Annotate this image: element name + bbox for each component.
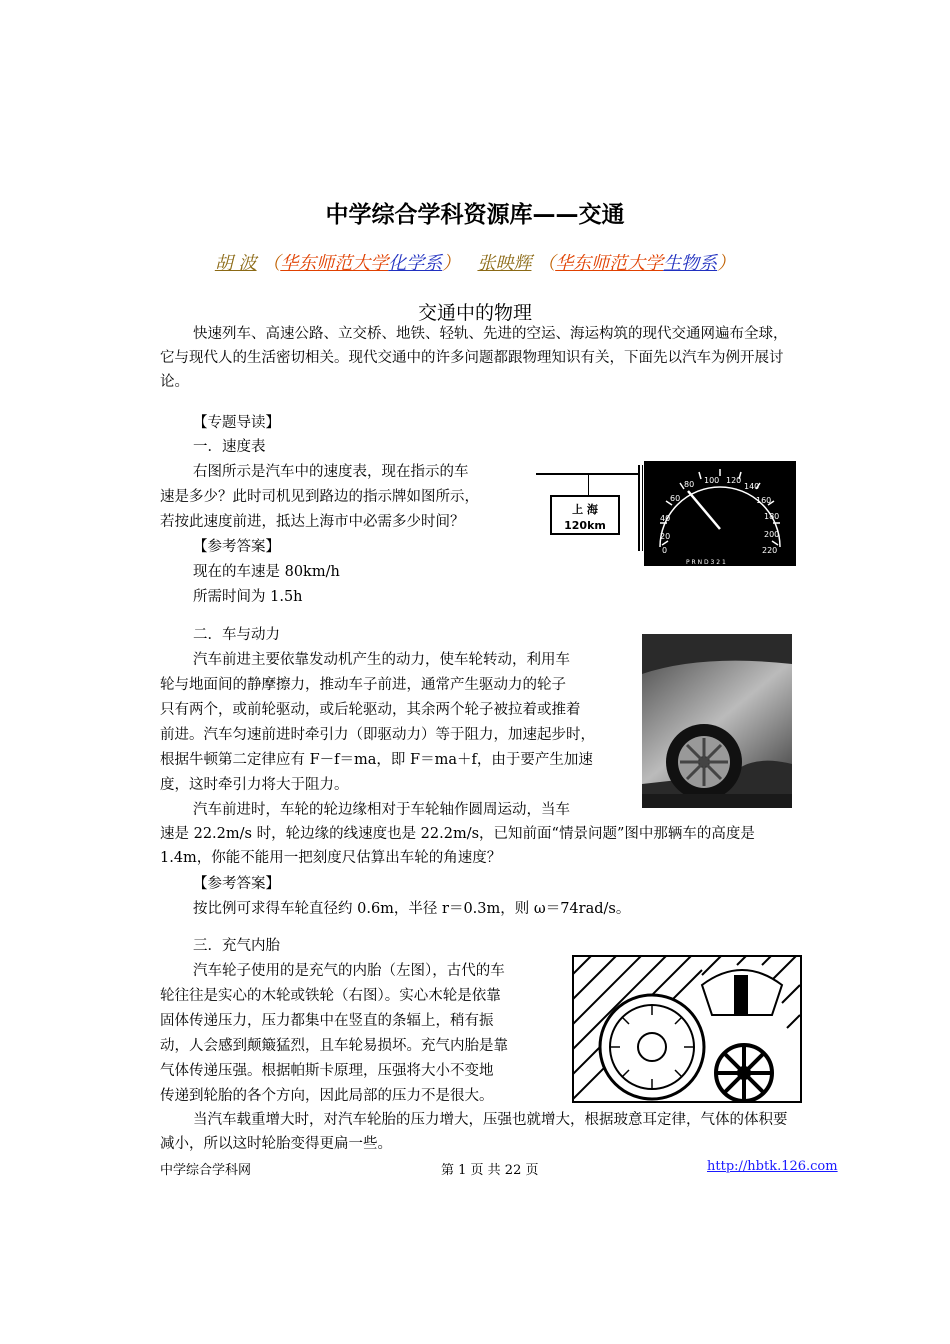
section1-text-line: 若按此速度前进，抵达上海市中必需多少时间？ bbox=[160, 514, 465, 530]
sign-distance-text: 120km bbox=[564, 519, 606, 532]
car-wheel-image bbox=[642, 634, 792, 808]
gear-indicator: P R N D 3 2 1 bbox=[686, 559, 726, 566]
speedo-tick-label: 200 bbox=[764, 530, 780, 539]
section2-answer-heading: 【参考答案】 bbox=[193, 876, 280, 892]
section2-text-line: 度，这时牵引力将大于阻力。 bbox=[160, 777, 349, 793]
guide-heading: 【专题导读】 bbox=[193, 415, 280, 431]
footer-site-name: 中学综合学科网 bbox=[160, 1163, 252, 1178]
speedo-tick-label: 120 bbox=[726, 476, 742, 485]
footer-page-number: 第 1 页 共 22 页 bbox=[441, 1163, 539, 1178]
speedo-tick-label: 60 bbox=[670, 494, 681, 503]
section3-text-line: 汽车轮子使用的是充气的内胎（左图），古代的车 bbox=[193, 963, 505, 979]
section2-text-line: 汽车前进时，车轮的轮边缘相对于车轮轴作圆周运动，当车 bbox=[193, 802, 570, 818]
dept-link-chemistry[interactable]: 化学系 bbox=[388, 253, 443, 274]
speedo-tick-label: 40 bbox=[660, 514, 671, 523]
section3-text-line: 固体传递压力，压力都集中在竖直的条辐上，稍有振 bbox=[160, 1013, 494, 1029]
speedometer-figure bbox=[644, 461, 796, 566]
car-wheel-photo bbox=[642, 634, 792, 808]
section1-answer-1: 现在的车速是 80km/h bbox=[193, 564, 340, 580]
tire-drawing bbox=[572, 955, 802, 1103]
section2-text-line: 只有两个，或前轮驱动，或后轮驱动，其余两个轮子被拉着或推着 bbox=[160, 702, 581, 718]
section3-text-line: 传递到轮胎的各个方向，因此局部的压力不是很大。 bbox=[160, 1088, 494, 1104]
section3-text-line: 气体传递压强。根据帕斯卡原理，压强将大小不变地 bbox=[160, 1063, 494, 1079]
speedo-tick-label: 220 bbox=[762, 546, 778, 555]
section3-text-line: 动，人会感到颠簸猛烈，且车轮易损坏。充气内胎是靠 bbox=[160, 1038, 508, 1054]
org-link-ecnu-1[interactable]: 华东师范大学 bbox=[280, 253, 389, 274]
org-link-ecnu-2[interactable]: 华东师范大学 bbox=[555, 253, 664, 274]
section1-text-line: 右图所示是汽车中的速度表，现在指示的车 bbox=[193, 464, 469, 480]
speedo-tick-label: 0 bbox=[662, 546, 668, 555]
speedo-tick-label: 20 bbox=[660, 532, 671, 541]
section3-paragraph-2: 当汽车载重增大时，对汽车轮胎的压力增大，压强也就增大，根据玻意耳定律，气体的体积要减小，所以这时轮胎变得更扁一些。 bbox=[160, 1112, 788, 1152]
page-title: 中学综合学科资源库——交通 bbox=[325, 202, 625, 228]
tire-illustration bbox=[572, 955, 802, 1103]
speedo-tick-label: 140 bbox=[744, 482, 760, 491]
section1-text-line: 速是多少？此时司机见到路边的指示牌如图所示， bbox=[160, 489, 479, 505]
section2-paragraph-continued: 速是 22.2m/s 时，轮边缘的线速度也是 22.2m/s，已知前面“情景问题”图中那辆车的高度是 1.4m，你能不能用一把刻度尺估算出车轮的角速度？ bbox=[160, 826, 755, 866]
speedo-tick-label: 80 bbox=[684, 480, 695, 489]
section2-text-line: 前进。汽车匀速前进时牵引力（即驱动力）等于阻力，加速起步时， bbox=[160, 727, 595, 743]
speedo-tick-label: 100 bbox=[704, 476, 720, 485]
speedo-tick-label: 180 bbox=[764, 512, 780, 521]
road-sign-figure bbox=[536, 465, 646, 553]
footer-site-link[interactable]: http://hbtk.126.com bbox=[707, 1159, 838, 1174]
section2-text-line: 轮与地面间的静摩擦力，推动车子前进，通常产生驱动力的轮子 bbox=[160, 677, 566, 693]
section2-text-line: 汽车前进主要依靠发动机产生的动力，使车轮转动，利用车 bbox=[193, 652, 570, 668]
section3-heading: 三．充气内胎 bbox=[193, 938, 280, 954]
author-link-hu-bo[interactable]: 胡 波 bbox=[214, 253, 257, 274]
section-subtitle: 交通中的物理 bbox=[417, 302, 532, 324]
section1-heading: 一．速度表 bbox=[193, 439, 266, 455]
dept-link-biology[interactable]: 生物系 bbox=[663, 253, 718, 274]
speedometer-dial bbox=[644, 461, 796, 566]
section3-text-line: 轮往往是实心的木轮或铁轮（右图）。实心木轮是依靠 bbox=[160, 988, 501, 1004]
section2-heading: 二．车与动力 bbox=[193, 627, 280, 643]
sign-city-text: 上 海 bbox=[572, 503, 598, 516]
section1-answer-heading: 【参考答案】 bbox=[193, 539, 280, 555]
section1-answer-2: 所需时间为 1.5h bbox=[193, 589, 303, 605]
author-link-zhang-yinghui[interactable]: 张映辉 bbox=[477, 253, 532, 274]
speedometer-needle bbox=[688, 491, 720, 529]
section2-text-line: 根据牛顿第二定律应有 F－f＝ma，即 F＝ma＋f，由于要产生加速 bbox=[160, 752, 593, 768]
speedo-tick-label: 160 bbox=[756, 496, 772, 505]
intro-paragraph: 快速列车、高速公路、立交桥、地铁、轻轨、先进的空运、海运构筑的现代交通网遍布全球，它与现代人的生活密切相关。现代交通中的许多问题都跟物理知识有关，下面先以汽车为例开展讨论。 bbox=[160, 326, 788, 390]
section2-answer-1: 按比例可求得车轮直径约 0.6m，半径 r＝0.3m，则 ω＝74rad/s。 bbox=[193, 901, 631, 917]
author-line: 胡 波 （华东师范大学化学系） 张映辉 （华东师范大学生物系） bbox=[214, 253, 736, 274]
